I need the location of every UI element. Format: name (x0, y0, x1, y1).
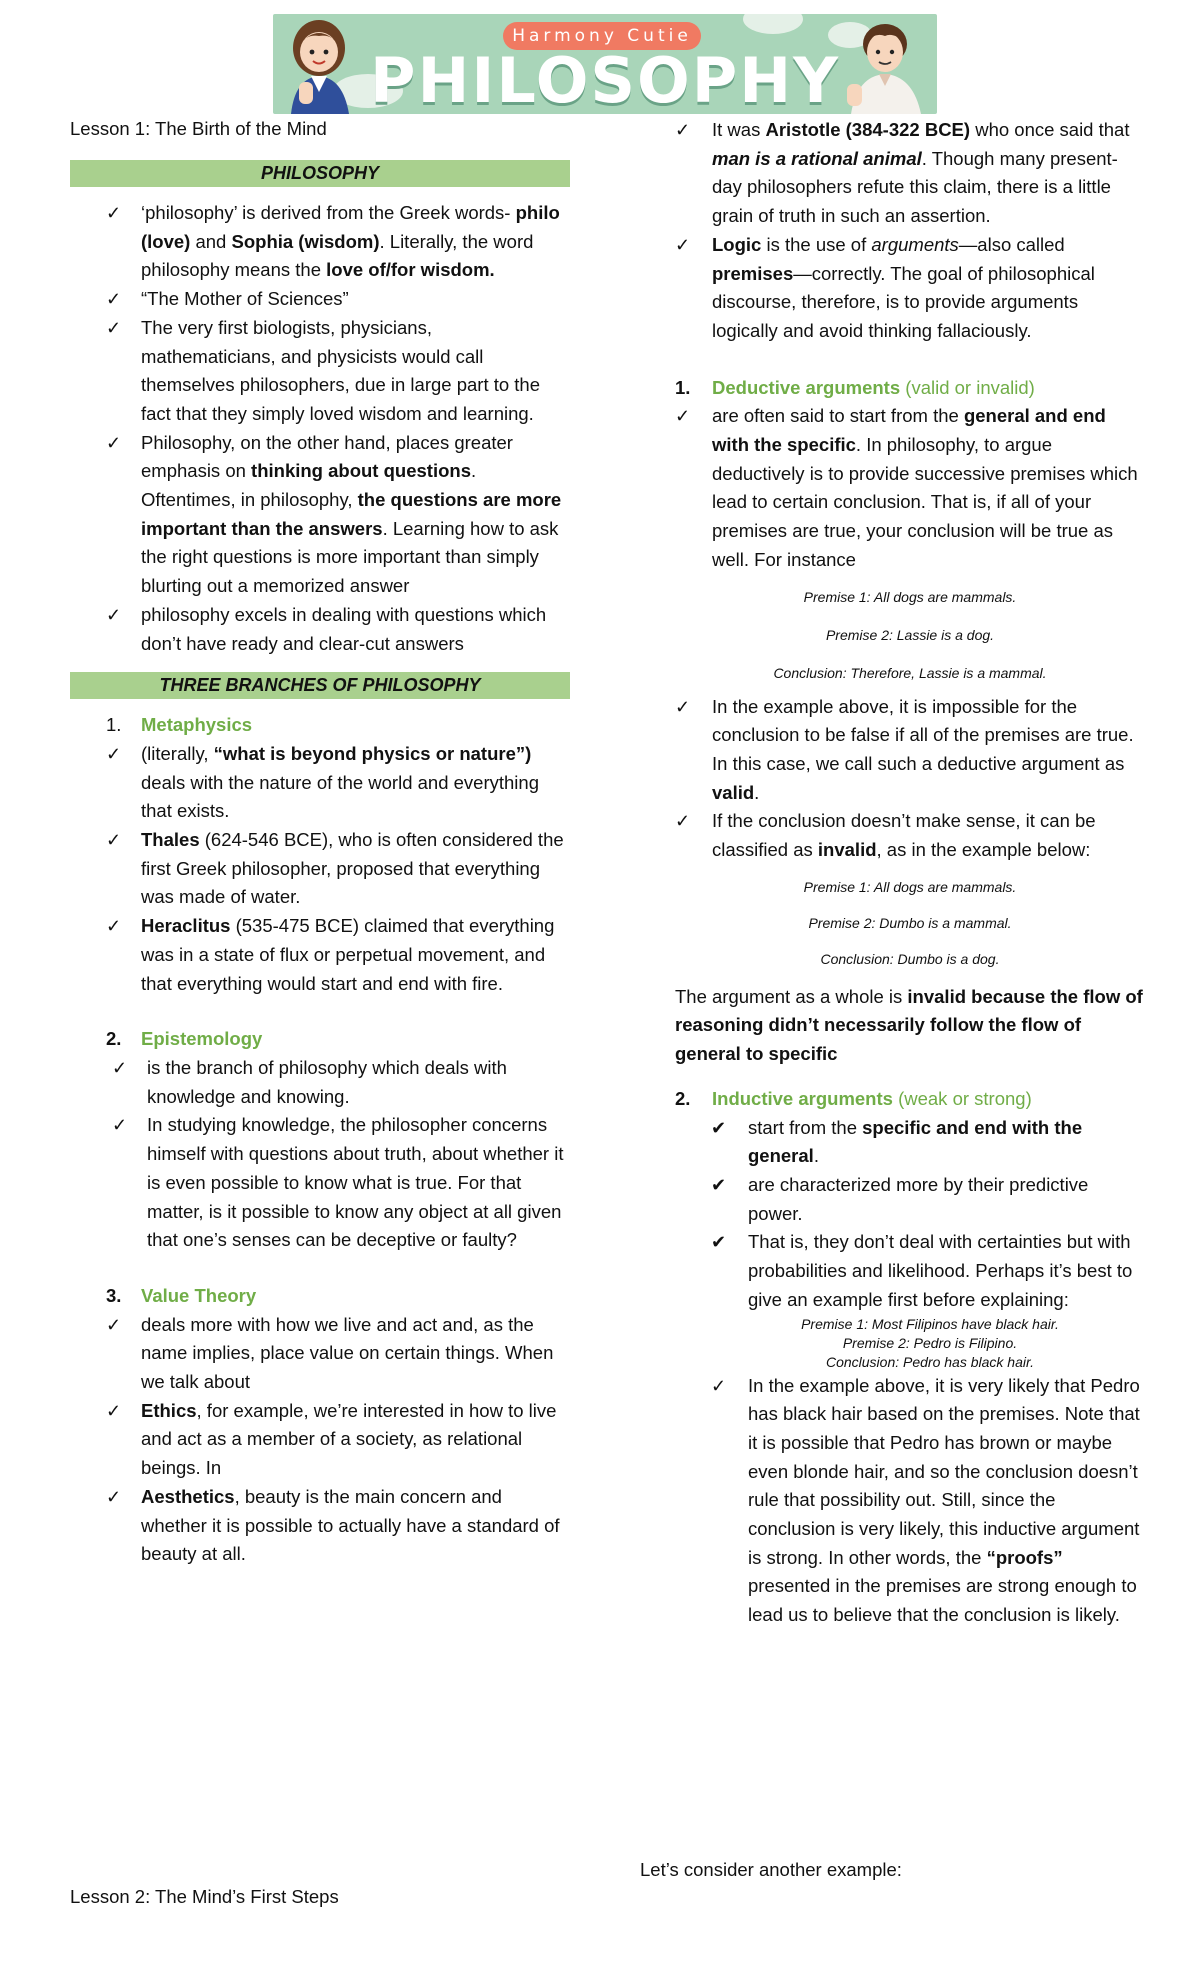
list-item: ✓ (literally, “what is beyond physics or nature”) deals with the nature of the world and everything that exists. (70, 740, 570, 826)
premise-line: Premise 1: All dogs are mammals. (803, 878, 1017, 895)
girl-character-illustration (281, 14, 361, 114)
branch-heading-value-theory: 3. Value Theory (106, 1284, 257, 1306)
epistemology-list (70, 1054, 570, 1255)
list-item: ✔ start from the specific and end with the general. (675, 1114, 1145, 1171)
check-icon: ✓ (106, 916, 122, 937)
branch-heading-metaphysics: 1. Metaphysics (106, 714, 253, 736)
list-item: ✓ In the example above, it is very likely that Pedro has black hair based on the premises. Note that it is possible that Pedro has brown or maybe even blonde hair, and so the conclusion doesn’t rule that possibility out. Still, since the conclusion is very likely, this inductive argument is strong. In other words, the “proofs” presented in the premises are strong enough to lead us to believe that the conclusion is likely. (675, 1372, 1145, 1630)
list-item: ✓ Heraclitus (535-475 BCE) claimed that everything was in a state of flux or perpetual movement, and that everything would start and end with fire. (70, 912, 570, 998)
list-item: ✓ It was Aristotle (384-322 BCE) who once said that man is a rational animal. Though many present-day philosophers refute this claim, there is a little grain of truth in such an assertion. (675, 116, 1145, 231)
list-item: ✓ Logic is the use of arguments—also called premises—correctly. The goal of philosophical discourse, therefore, is to provide arguments logically and avoid thinking fallaciously. (675, 231, 1145, 346)
check-icon: ✔ (711, 1117, 727, 1138)
validity-list (675, 693, 1145, 865)
lesson-2-title: Lesson 2: The Mind’s First Steps (70, 1886, 339, 1907)
section-heading-branches: THREE BRANCHES OF PHILOSOPHY (70, 672, 570, 699)
boy-character-illustration (833, 14, 933, 114)
check-icon: ✓ (106, 432, 122, 453)
check-icon: ✔ (711, 1232, 727, 1253)
premise-line: Premise 1: Most Filipinos have black hair. (801, 1315, 1059, 1332)
check-icon: ✓ (711, 1375, 727, 1396)
inductive-explanation-list (675, 1372, 1145, 1630)
conclusion-line: Conclusion: Pedro has black hair. (825, 1353, 1035, 1370)
deductive-example-valid (675, 587, 1145, 683)
premise-line: Premise 1: All dogs are mammals. (803, 588, 1017, 605)
right-column (675, 116, 1145, 1630)
list-item: ✓ ‘philosophy’ is derived from the Greek words- philo (love) and Sophia (wisdom). Literally, the word philosophy means the love of/for wisdom. (70, 199, 570, 285)
list-item: ✓ Ethics, for example, we’re interested in how to live and act as a member of a society, as relational beings. In (70, 1397, 570, 1483)
deductive-list (675, 402, 1145, 574)
left-column (70, 150, 570, 1569)
deductive-example-invalid (675, 877, 1145, 969)
list-item: ✓ “The Mother of Sciences” (70, 285, 570, 314)
list-item: ✓ philosophy excels in dealing with questions which don’t have ready and clear-cut answers (70, 601, 570, 658)
check-icon: ✓ (106, 743, 122, 764)
branch-heading-epistemology: 2. Epistemology (106, 1028, 263, 1050)
philosophy-list (70, 199, 570, 658)
check-icon: ✓ (675, 234, 691, 255)
check-icon: ✓ (106, 830, 122, 851)
banner-subtitle: Harmony Cutie (503, 22, 701, 50)
cloud-decoration (743, 14, 803, 34)
check-icon: ✓ (106, 1400, 122, 1421)
conclusion-line: Conclusion: Therefore, Lassie is a mammal. (773, 664, 1047, 681)
premise-line: Premise 2: Dumbo is a mammal. (808, 914, 1012, 931)
metaphysics-list (70, 740, 570, 998)
header-banner (273, 14, 937, 114)
check-icon: ✓ (106, 1486, 122, 1507)
inductive-heading: 2. Inductive arguments (weak or strong) (675, 1087, 1032, 1109)
lesson-1-title: Lesson 1: The Birth of the Mind (70, 118, 327, 139)
list-item: ✓ are often said to start from the general and end with the specific. In philosophy, to argue deductively is to provide successive premises which lead to certain conclusion. That is, if all of your premises are true, your conclusion will be true as well. For instance (675, 402, 1145, 574)
value-theory-list (70, 1311, 570, 1569)
list-item: ✔ are characterized more by their predictive power. (675, 1171, 1145, 1228)
list-item: ✓ In studying knowledge, the philosopher concerns himself with questions about truth, about whether it is even possible to know what is true. For that matter, is it possible to know any object at all given that one’s senses can be deceptive or faulty? (70, 1111, 570, 1255)
inductive-list (675, 1114, 1145, 1315)
list-item: ✓ The very first biologists, physicians, mathematicians, and physicists would call themselves philosophers, due in large part to the fact that they simply loved wisdom and learning. (70, 314, 570, 429)
aristotle-logic-list (675, 116, 1145, 346)
list-item: ✓ If the conclusion doesn’t make sense, it can be classified as invalid, as in the example below: (675, 807, 1145, 864)
inductive-example (675, 1315, 1145, 1372)
list-item: ✔ That is, they don’t deal with certainties but with probabilities and likelihood. Perhaps it’s best to give an example first before explaining: (675, 1228, 1145, 1314)
check-icon: ✓ (675, 696, 691, 717)
check-icon: ✓ (106, 317, 122, 338)
check-icon: ✓ (675, 811, 691, 832)
banner-title: PHILOSOPHY (370, 44, 840, 114)
check-icon: ✔ (711, 1174, 727, 1195)
list-item: ✓ Aesthetics, beauty is the main concern and whether it is possible to actually have a standard of beauty at all. (70, 1483, 570, 1569)
check-icon: ✓ (106, 203, 122, 223)
check-icon: ✓ (675, 120, 691, 140)
check-icon: ✓ (106, 604, 122, 625)
list-item: ✓ Thales (624-546 BCE), who is often considered the first Greek philosopher, proposed that everything was made of water. (70, 826, 570, 912)
another-example-text: Let’s consider another example: (640, 1859, 902, 1880)
list-item: ✓ is the branch of philosophy which deals with knowledge and knowing. (70, 1054, 570, 1111)
check-icon: ✓ (106, 1314, 122, 1335)
list-item: ✓ deals more with how we live and act and, as the name implies, place value on certain things. When we talk about (70, 1311, 570, 1397)
check-icon: ✓ (112, 1115, 128, 1136)
check-icon: ✓ (675, 406, 691, 427)
premise-line: Premise 2: Lassie is a dog. (825, 626, 995, 643)
premise-line: Premise 2: Pedro is Filipino. (842, 1334, 1018, 1351)
check-icon: ✓ (112, 1057, 128, 1078)
list-item: ✓ In the example above, it is impossible for the conclusion to be false if all of the premises are true. In this case, we call such a deductive argument as valid. (675, 693, 1145, 808)
deductive-heading: 1. Deductive arguments (valid or invalid) (675, 376, 1035, 398)
list-item: ✓ Philosophy, on the other hand, places greater emphasis on thinking about questions. Oftentimes, in philosophy, the questions are more important than the answers. Learning how to ask the right questions is more important than simply blurting out a memorized answer (70, 429, 570, 601)
section-heading-philosophy: PHILOSOPHY (70, 160, 570, 187)
invalid-explanation: The argument as a whole is invalid because the flow of reasoning didn’t necessarily follow the flow of general to specific (675, 985, 1143, 1065)
conclusion-line: Conclusion: Dumbo is a dog. (820, 950, 1000, 967)
check-icon: ✓ (106, 289, 122, 310)
